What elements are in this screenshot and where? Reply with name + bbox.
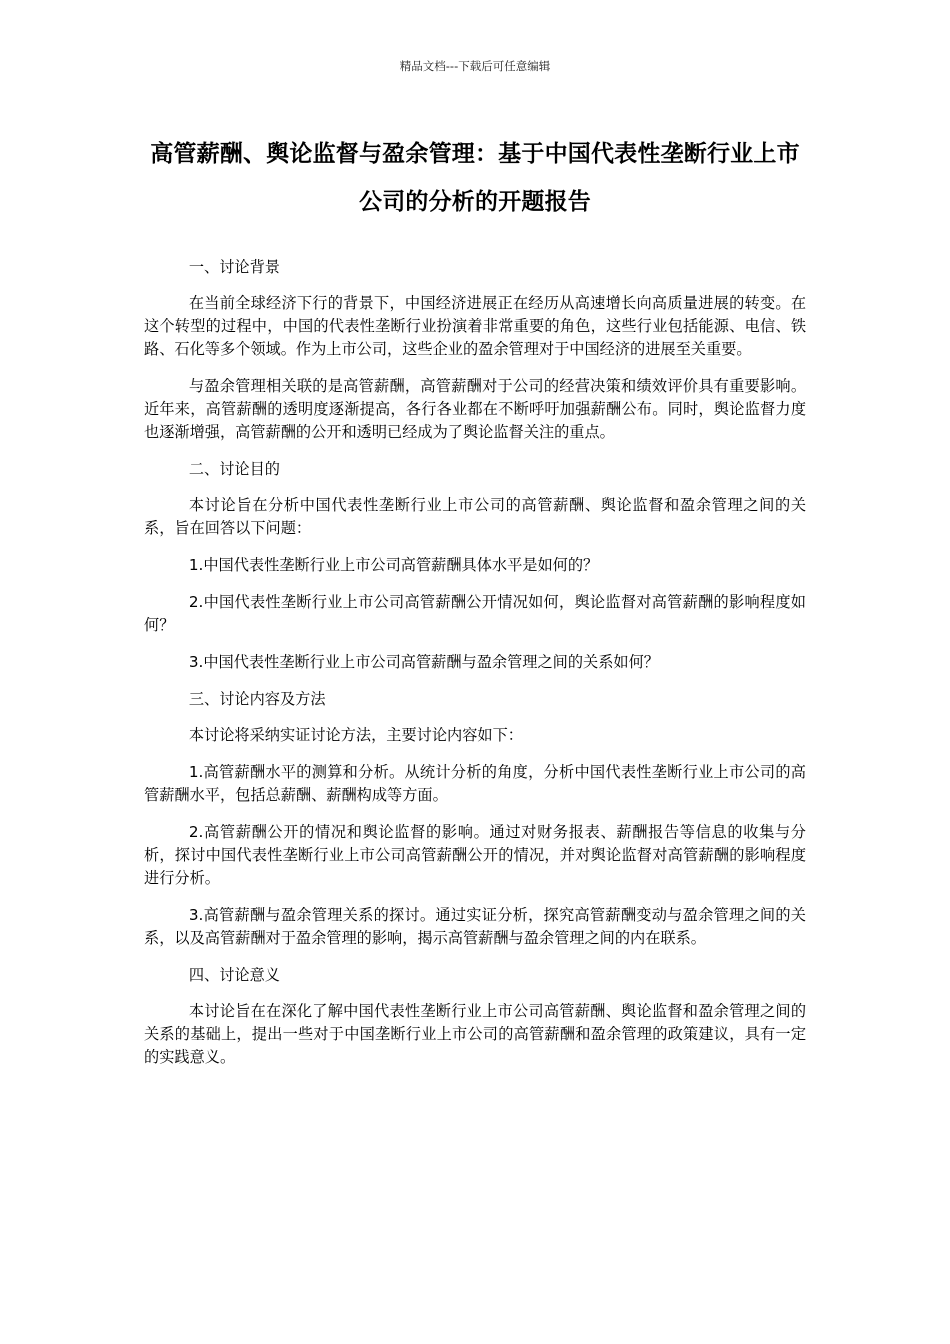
section-heading-content-method: 三、讨论内容及方法 [188, 690, 326, 708]
paragraph-significance: 本讨论旨在在深化了解中国代表性垄断行业上市公司高管薪酬、舆论监督和盈余管理之间的关系的基础上，提出一些对于中国垄断行业上市公司的高管薪酬和盈余管理的政策建议，具有一定的实践意义。 [144, 1002, 806, 1066]
document-body [144, 256, 806, 1083]
paragraph-question-2: 2.中国代表性垄断行业上市公司高管薪酬公开情况如何，舆论监督对高管薪酬的影响程度如何？ [144, 593, 806, 634]
document-title: 高管薪酬、舆论监督与盈余管理：基于中国代表性垄断行业上市公司的分析的开题报告 [150, 141, 800, 215]
paragraph-background-2: 与盈余管理相关联的是高管薪酬，高管薪酬对于公司的经营决策和绩效评价具有重要影响。近年来，高管薪酬的透明度逐渐提高，各行各业都在不断呼吁加强薪酬公布。同时，舆论监督力度也逐渐增强，高管薪酬的公开和透明已经成为了舆论监督关注的重点。 [144, 377, 806, 441]
paragraph-purpose-intro: 本讨论旨在分析中国代表性垄断行业上市公司的高管薪酬、舆论监督和盈余管理之间的关系，旨在回答以下问题： [144, 496, 806, 537]
section-heading-purpose: 二、讨论目的 [188, 460, 280, 478]
paragraph-content-3: 3.高管薪酬与盈余管理关系的探讨。通过实证分析，探究高管薪酬变动与盈余管理之间的关系，以及高管薪酬对于盈余管理的影响，揭示高管薪酬与盈余管理之间的内在联系。 [144, 906, 806, 947]
header-note: 精品文档---下载后可任意编辑 [399, 59, 551, 73]
paragraph-question-1: 1.中国代表性垄断行业上市公司高管薪酬具体水平是如何的？ [188, 556, 599, 574]
paragraph-content-2: 2.高管薪酬公开的情况和舆论监督的影响。通过对财务报表、薪酬报告等信息的收集与分析，探讨中国代表性垄断行业上市公司高管薪酬公开的情况，并对舆论监督对高管薪酬的影响程度进行分析。 [144, 823, 806, 887]
paragraph-content-1: 1.高管薪酬水平的测算和分析。从统计分析的角度，分析中国代表性垄断行业上市公司的高管薪酬水平，包括总薪酬、薪酬构成等方面。 [144, 763, 806, 804]
section-heading-background: 一、讨论背景 [188, 258, 280, 276]
section-heading-significance: 四、讨论意义 [188, 966, 280, 984]
paragraph-method-intro: 本讨论将采纳实证讨论方法，主要讨论内容如下： [188, 726, 523, 744]
paragraph-question-3: 3.中国代表性垄断行业上市公司高管薪酬与盈余管理之间的关系如何？ [188, 653, 659, 671]
paragraph-background-1: 在当前全球经济下行的背景下，中国经济进展正在经历从高速增长向高质量进展的转变。在这个转型的过程中，中国的代表性垄断行业扮演着非常重要的角色，这些行业包括能源、电信、铁路、石化等多个领域。作为上市公司，这些企业的盈余管理对于中国经济的进展至关重要。 [144, 294, 806, 358]
